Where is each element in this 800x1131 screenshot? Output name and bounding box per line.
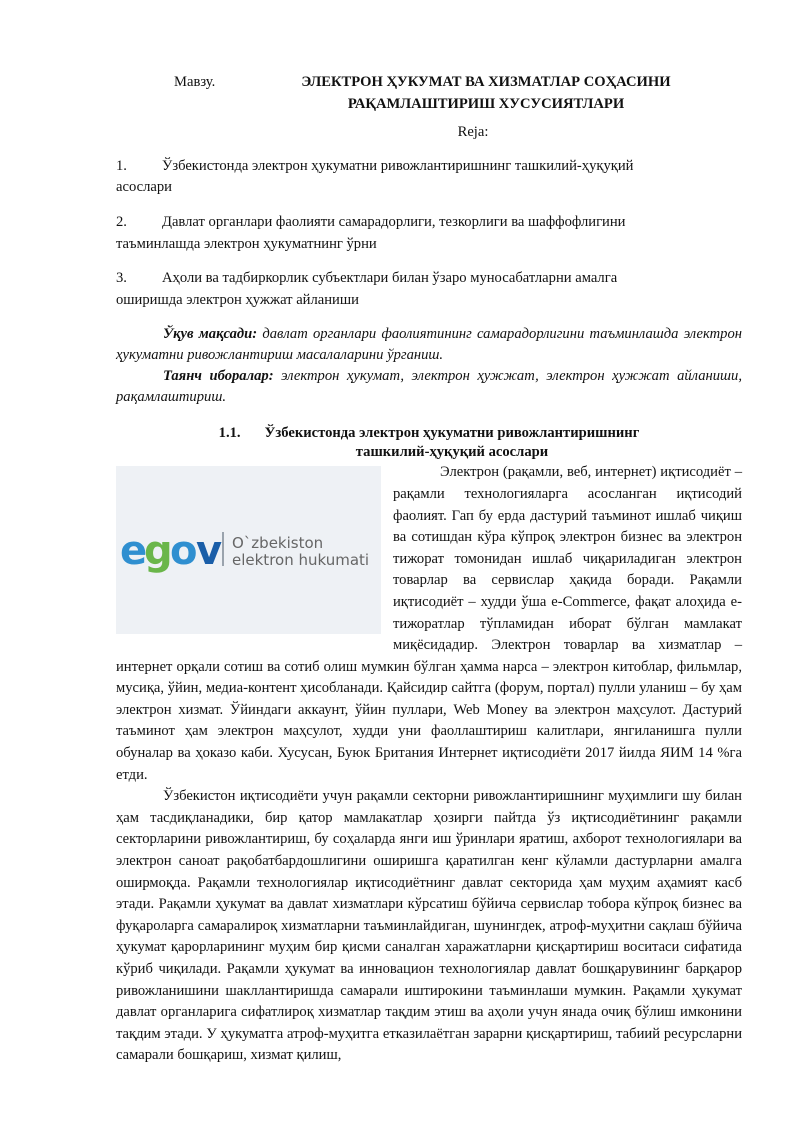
egov-logo-image bbox=[116, 466, 381, 634]
section-title-line2: ташкилий-ҳуқуқий асослари bbox=[355, 444, 549, 461]
logo-caption-line2: elektron hukumati bbox=[232, 551, 370, 570]
egov-letter-v: v bbox=[196, 528, 223, 575]
body-paragraph: Электрон (рақамли, веб, интернет) иқтисодиёт – рақамли технологияларга асосланган иқтисодий фаолият. Гап бу ерда дастурий таъминот ишлаб чиқиш ва сотишдан кўра кўпроқ электрон бизнес ва электрон тижорат томонидан ишлаб чиқариладиган электрон товарлар ва сервислар ҳақида боради. Рақамли иқтисодиёт – худди ўша e-Commerce, фақат алоҳида e-тижоратлар тўпламидан иборат бўлган мамлакат миқёсидадир. Электрон товарлар ва хизматлар – интернет орқали сотиш ва сотиб олиш мумкин бўлган ҳамма нарса – электрон китоблар, фильмлар, мусиқа, ўйин, медиа-контент ҳисобланади. Қайсидир сайтга (форум, портал) пулли уланиш – бу ҳам электрон хизмат. Ўйиндаги аккаунт, ўйин пуллари, Web Money ва электрон маҳсулот. Дастурий таъминот ҳам электрон маҳсулот, худди уни фаоллаштириш калитлари, янгиланишга пулли обуналар ва ҳоказо каби. Хусусан, Буюк Британия Интернет иқтисодиёти 2017 йилда ЯИМ 14 %га етди. bbox=[116, 464, 742, 783]
plan-item bbox=[116, 212, 742, 234]
section-body bbox=[116, 462, 742, 1067]
plan-item bbox=[116, 156, 742, 178]
plan-item-number: 1. bbox=[116, 157, 127, 174]
goal-paragraph bbox=[116, 324, 742, 366]
plan-item-number: 3. bbox=[116, 270, 127, 287]
egov-letter-e: e bbox=[120, 528, 148, 575]
document-page bbox=[116, 72, 742, 1067]
document-title bbox=[116, 72, 742, 115]
section-heading bbox=[116, 424, 742, 462]
learning-goals bbox=[116, 324, 742, 408]
plan-item-text-line1: Аҳоли ва тадбиркорлик субъектлари билан ўзаро муносабатларни амалга bbox=[162, 270, 618, 287]
plan-item-text-line2: таъминлашда электрон ҳукуматнинг ўрни bbox=[116, 235, 377, 252]
plan-item-text-line2: асослари bbox=[116, 179, 172, 196]
egov-letter-o: o bbox=[170, 528, 198, 575]
plan-item-text-line2: оширишда электрон ҳужжат айланиши bbox=[116, 291, 359, 308]
goal-label: Ўқув мақсади: bbox=[163, 326, 258, 343]
topic-title bbox=[270, 72, 742, 115]
topic-title-line2: РАҚАМЛАШТИРИШ ХУСУСИЯТЛАРИ bbox=[347, 95, 625, 112]
logo-caption-line1: O`zbekiston bbox=[232, 534, 324, 553]
section-heading-line1 bbox=[116, 424, 742, 443]
plan-item-text-line1: Ўзбекистонда электрон ҳукуматни ривожлантиришнинг ташкилий-ҳуқуқий bbox=[162, 157, 634, 174]
plan-title: Reja: bbox=[457, 124, 489, 141]
section-number: 1.1. bbox=[218, 425, 241, 442]
plan-item-text-line1: Давлат органлари фаолияти самарадорлиги, тезкорлиги ва шаффофлигини bbox=[162, 213, 626, 230]
egov-logo-icon bbox=[116, 466, 381, 634]
plan-item-number: 2. bbox=[116, 213, 127, 230]
topic-prefix: Мавзу. bbox=[174, 74, 216, 90]
egov-letter-g: g bbox=[144, 528, 173, 575]
plan-item bbox=[116, 268, 742, 290]
section-title-line1: Ўзбекистонда электрон ҳукуматни ривожлантиришнинг bbox=[264, 425, 640, 442]
terms-text: электрон ҳукумат, электрон ҳужжат, электрон ҳужжат айланиши, рақамлаштириш. bbox=[116, 368, 742, 406]
goal-text: давлат органлари фаолиятининг самарадорлигини таъминлашда электрон ҳукуматни ривожлантириш масалаларини ўрганиш. bbox=[116, 326, 742, 364]
terms-paragraph bbox=[116, 366, 742, 408]
terms-label: Таянч иборалар: bbox=[163, 368, 274, 385]
topic-title-line1: ЭЛЕКТРОН ҲУКУМАТ ВА ХИЗМАТЛАР СОҲАСИНИ bbox=[301, 74, 671, 90]
body-paragraph: Ўзбекистон иқтисодиёти учун рақамли секторни ривожлантиришнинг муҳимлиги шу билан ҳам тасдиқланадики, бир қатор мамлакатлар ҳозирги пайтда ўз иқтисодиётининг рақамли секторларини ривожлантириш, бу соҳаларда янги иш ўринлари яратиш, ахборот технологиялари ва электрон саноат рақобатбардошлигини оширишга қаратилган кенг кўламли дастурларни амалга оширмоқда. Рақамли технологиялар иқтисодиётнинг давлат секторида ҳам муҳим аҳамият касб этади. Рақамли ҳукумат ва давлат хизматлари кўрсатиш бўйича сервислар тобора кўпроқ бизнес ва фуқароларга самаралироқ хизматларни таъминлайдиган, шунингдек, атроф-муҳитни сақлаш бўйича ҳукумат қарорларининг муҳим бир қисми саналган харажатларни қисқартириш воситаси сифатида кўриб чиқилади. Рақамли ҳукумат ва инновацион технологиялар давлат бошқарувининг барқарор ривожланишини шакллантиришда самарали иштирокини таъминлаши мумкин. Рақамли ҳукумат давлат органларига сифатлироқ хизматлар тақдим этиш ва аҳоли учун янада очиқ бўлиш имконини тақдим этади. У ҳукуматга атроф-муҳитга етказилаётган зарарни қисқартириш, табиий ресурсларни самарали бошқариш, хизмат қилиш, bbox=[116, 788, 742, 1064]
plan-list bbox=[116, 156, 742, 312]
